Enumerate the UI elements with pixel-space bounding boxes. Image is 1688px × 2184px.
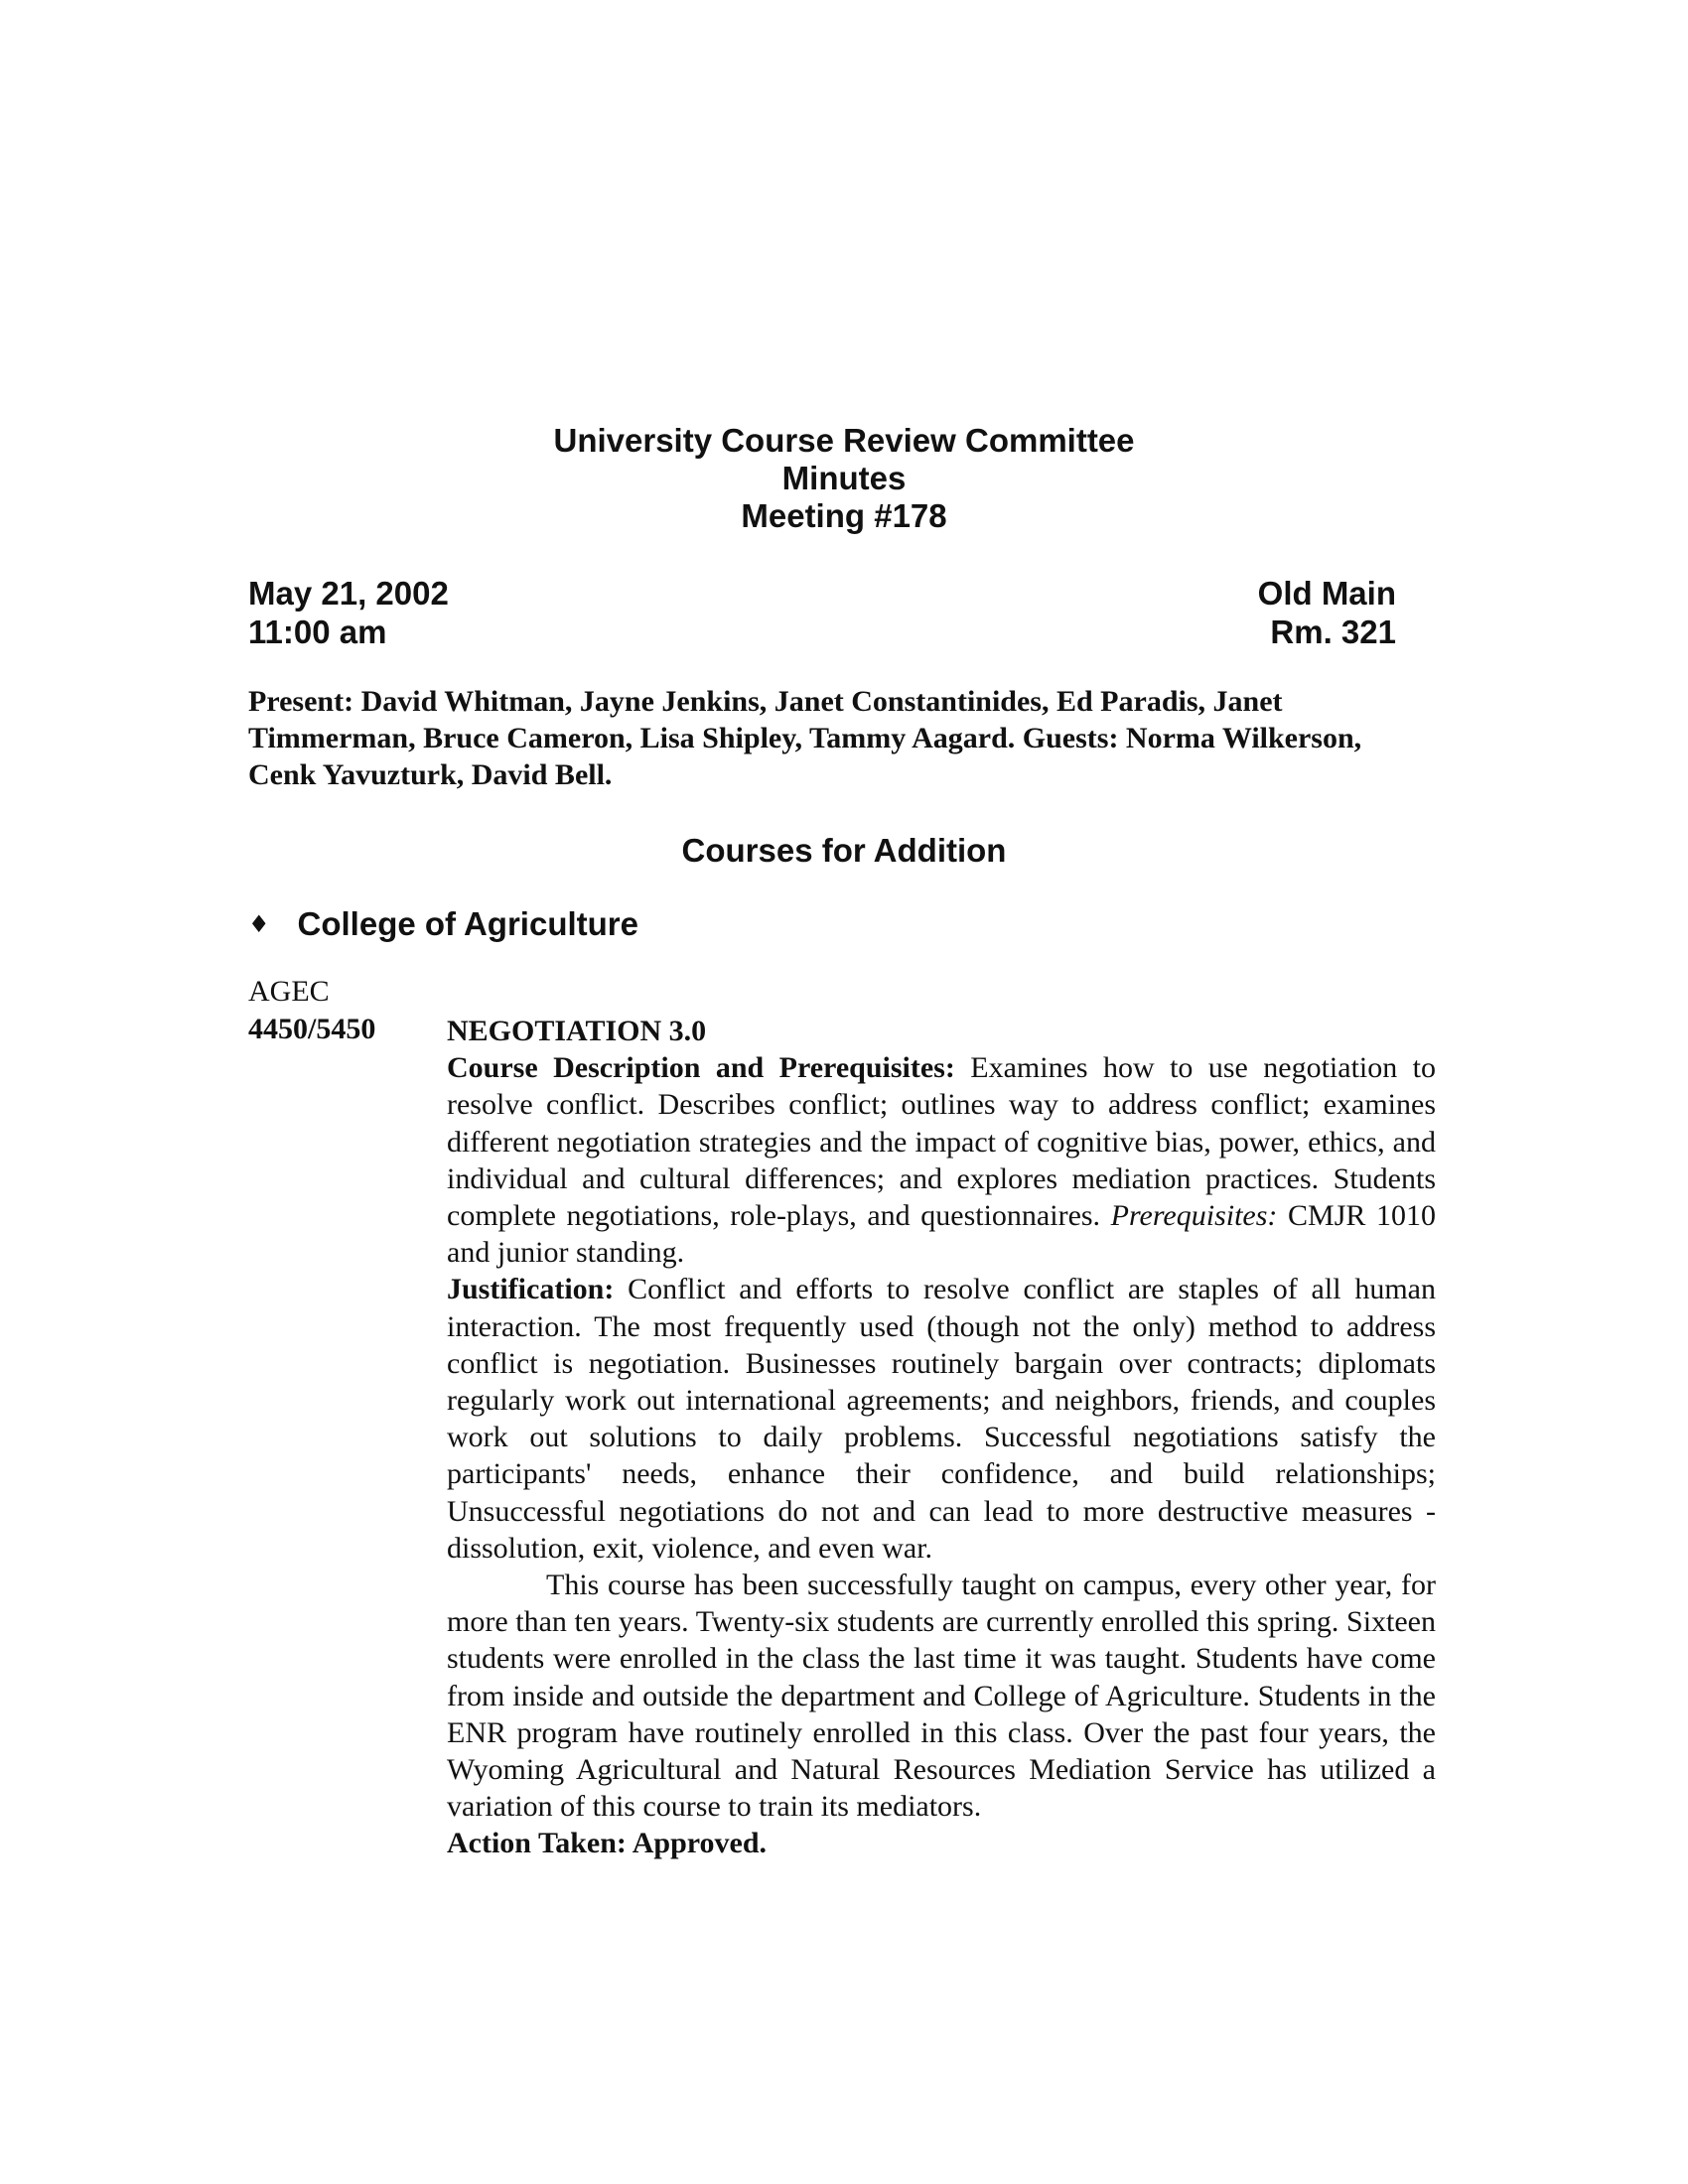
course-number: 4450/5450	[248, 1013, 376, 1045]
course-title: NEGOTIATION 3.0	[447, 1015, 707, 1047]
committee-name: University Course Review Committee	[553, 422, 1135, 459]
justification-paragraph-2: This course has been successfully taught on campus, every other year, for more than ten years. Twenty-six students are currently enrolled this spring. Sixteen students were enrolled in the class the last time it was taught. Students have come from inside and outside the department and College of Agriculture. Students in the ENR program have routinely enrolled in this class. Over the past four years, the Wyoming Agricultural and Natural Resources Mediation Service has utilized a variation of this course to train its mediators.	[447, 1569, 1436, 1824]
meeting-time: 11:00 am	[248, 614, 387, 650]
course-description	[447, 1049, 1436, 1271]
justification-text: Conflict and efforts to resolve conflict are staples of all human interaction. The most frequently used (though not the only) method to address conflict is negotiation. Businesses routinely bargain over contracts; diplomats regularly work out international agreements; and neighbors, friends, and couples work out solutions to daily problems. Successful negotiations satisfy the participants' needs, enhance their confidence, and build relationships; Unsuccessful negotiations do not and can lead to more destructive measures - dissolution, exit, violence, and even war.	[447, 1273, 1436, 1565]
prerequisites-text: CMJR 1010 and junior standing.	[447, 1199, 1436, 1270]
meeting-room: Rm. 321	[1270, 614, 1396, 650]
justification-label: Justification:	[447, 1273, 615, 1306]
meeting-number: Meeting #178	[741, 497, 947, 534]
prerequisites-label: Prerequisites:	[1110, 1199, 1278, 1233]
description-text: Examines how to use negotiation to resolve conflict. Describes conflict; outlines way to address conflict; examines different negotiation strategies and the impact of cognitive bias, power, ethics, and individual and cultural differences; and explores mediation practices. Students complete negotiations, role-plays, and questionnaires.	[447, 1051, 1436, 1233]
meeting-datetime	[248, 574, 449, 651]
action-taken: Action Taken: Approved.	[447, 1827, 768, 1860]
document-header	[0, 422, 1688, 535]
meeting-date: May 21, 2002	[248, 575, 449, 612]
college-heading	[248, 905, 638, 943]
document-type: Minutes	[781, 460, 907, 496]
meeting-location	[1092, 574, 1396, 651]
section-heading: Courses for Addition	[681, 832, 1007, 869]
description-label: Course Description and Prerequisites:	[447, 1051, 955, 1085]
diamond-bullet-icon: ♦	[248, 910, 270, 938]
justification	[447, 1271, 1436, 1567]
course-department: AGEC	[248, 975, 330, 1008]
college-name: College of Agriculture	[297, 905, 638, 942]
attendance-list: Present: David Whitman, Jayne Jenkins, Janet Constantinides, Ed Paradis, Janet Timmerman, Bruce Cameron, Lisa Shipley, Tammy Aagard. Guests: Norma Wilkerson, Cenk Yavuzturk, David Bell.	[248, 685, 1362, 791]
course-entry	[447, 1013, 1436, 1862]
meeting-building: Old Main	[1257, 575, 1396, 612]
